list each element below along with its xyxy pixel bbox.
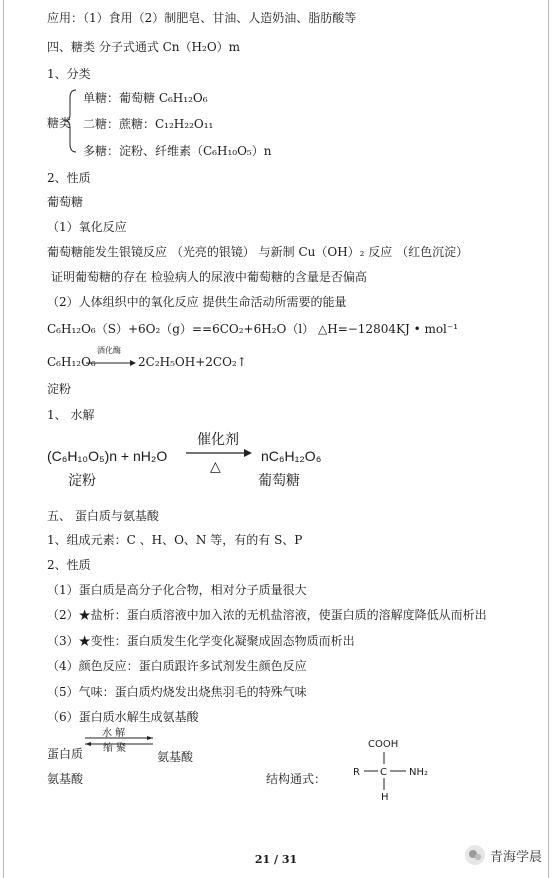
text-line: 氨基酸 [47,772,84,786]
sugar-category-label: 糖类 [47,116,72,130]
page-border-right [548,0,549,878]
cooh-group: COOH [368,739,399,750]
label-glucose: 葡萄糖 [258,472,300,488]
label-amino-acid: 氨基酸 [157,750,194,764]
section-heading-protein: 五、 蛋白质与氨基酸 [47,509,159,523]
structure-label: 结构通式： [266,772,327,786]
text-line: 葡萄糖能发生银镜反应 （光亮的银镜） 与新制 Cu（OH）₂ 反应 （红色沉淀） [47,245,469,259]
hydrolysis-condition: △ [210,458,221,474]
structure-bonds-icon [360,750,420,795]
reaction-arrow-icon [86,359,138,367]
hydrolysis-reactants: (C₆H₁₀O₅)n + nH₂O [47,448,168,464]
text-line: （2）★盐析：蛋白质溶液中加入浓的无机盐溶液，使蛋白质的溶解度降低从而析出 [47,608,487,622]
label-protein: 蛋白质 [47,747,84,761]
brace-icon [64,88,78,154]
equation-line: C₆H₁₂O₆（S）+6O₂（g）==6CO₂+6H₂O（l） △H=−12804KJ • mol⁻¹ [47,322,459,336]
hydrolysis-product: nC₆H₁₂O₆ [261,448,322,464]
text-line: （1）蛋白质是高分子化合物，相对分子质量很大 [47,583,307,597]
hydrolysis-catalyst: 催化剂 [197,431,239,447]
text-line: 2、性质 [47,558,91,572]
text-line: 二糖：蔗糖：C₁₂H₂₂O₁₁ [83,117,214,131]
label-starch: 淀粉 [68,472,96,488]
condensation-label: 缩 聚 [103,743,127,754]
page-border-left [3,0,4,878]
text-line: 单糖：葡萄糖 C₆H₁₂O₆ [83,91,208,105]
text-line: 多糖：淀粉、纤维素（C₆H₁₀O₅）n [83,144,272,158]
text-line: 1、分类 [47,67,91,81]
watermark [465,845,542,865]
text-line: 淀粉 [47,382,72,396]
text-line: （4）颜色反应：蛋白质跟许多试剂发生颜色反应 [47,659,307,673]
text-line: 1、 水解 [47,408,95,422]
equation-product: 2C₂H₅OH+2CO₂↑ [138,355,247,369]
watermark-text: 青海学晨 [489,849,542,865]
text-line: （2）人体组织中的氧化反应 提供生命活动所需要的能量 [47,295,347,309]
text-line: （6）蛋白质水解生成氨基酸 [47,710,199,724]
hydrolysis-arrow-icon [186,448,254,458]
text-line: 2、性质 [47,171,91,185]
hydrolysis-label: 水 解 [102,728,126,739]
nh2-group: NH₂ [409,767,429,778]
text-line: （3）★变性：蛋白质发生化学变化凝聚成固态物质而析出 [47,634,355,648]
section-heading-sugars: 四、糖类 分子式通式 Cn（H₂O）m [47,40,241,54]
text-line: （1）氧化反应 [47,220,127,234]
r-group: R [353,767,360,778]
equation-reactant: C₆H₁₂O₆ [47,355,96,369]
hydrogen-atom: H [381,792,389,803]
wechat-icon [465,845,485,865]
text-line: （5）气味：蛋白质灼烧发出烧焦羽毛的特殊气味 [47,685,307,699]
text-line: 葡萄糖 [47,195,84,209]
text-line: 1、组成元素：C 、H、O、N 等，有的有 S、P [47,533,303,547]
text-line: 应用：（1）食用（2）制肥皂、甘油、人造奶油、脂肪酸等 [47,11,357,25]
catalyst-label: 酒化酶 [97,346,121,355]
text-line: 证明葡萄糖的存在 检验病人的尿液中葡萄糖的含量是否偏高 [51,270,367,284]
carbon-atom: C [380,767,387,778]
page-number: 21 / 31 [254,853,298,866]
